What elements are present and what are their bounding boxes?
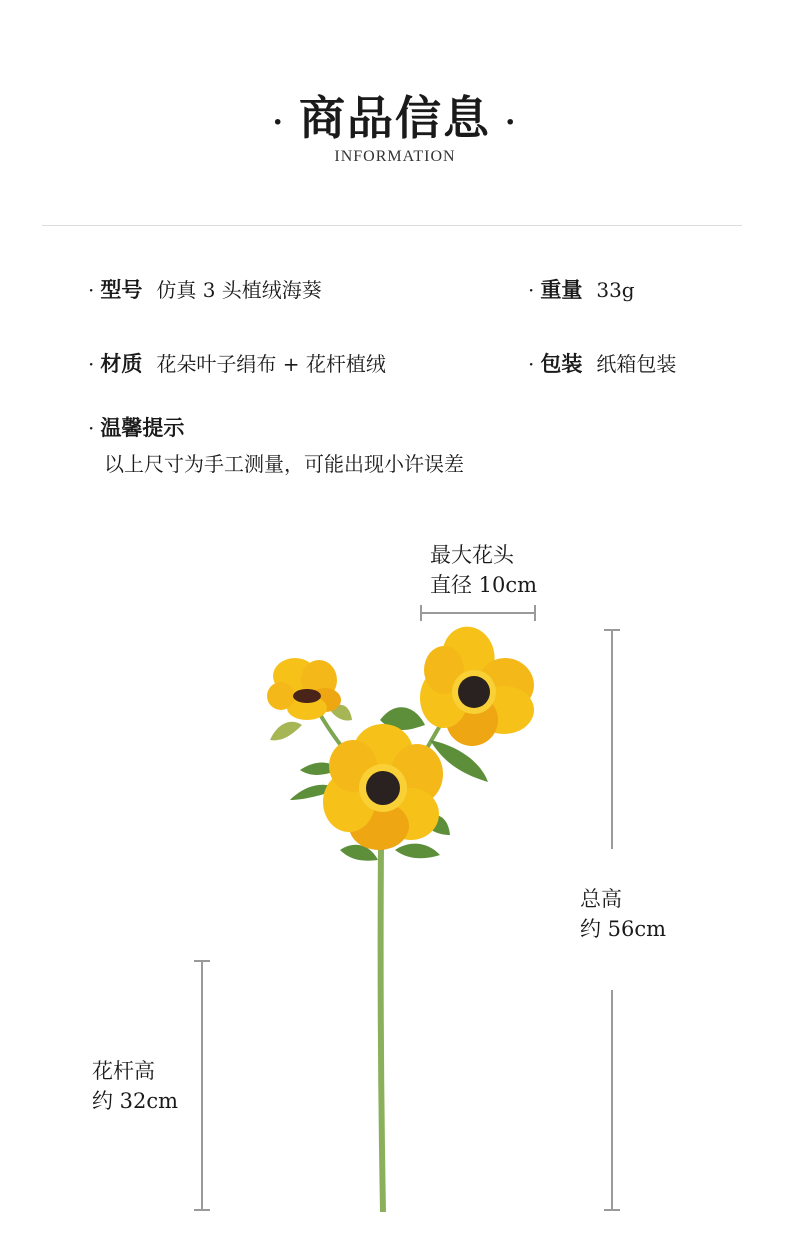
spec-bullet: · xyxy=(528,278,535,302)
spec-bullet: · xyxy=(88,278,95,302)
total-height-line2: 约 56cm xyxy=(580,917,667,941)
page-subtitle: INFORMATION xyxy=(334,148,456,165)
spec-package-value: 纸箱包装 xyxy=(596,352,677,376)
flower-center xyxy=(458,676,490,708)
flower-center xyxy=(293,689,321,703)
leaf xyxy=(270,722,302,741)
spec-bullet: · xyxy=(88,352,95,376)
title-bullet-right: · xyxy=(505,104,518,140)
spec-model-key: 型号 xyxy=(100,277,143,302)
spec-notice-value: 以上尺寸为手工测量，可能出现小许误差 xyxy=(104,452,464,476)
main-stem xyxy=(381,845,383,1212)
head-diameter-line2: 直径 10cm xyxy=(430,573,538,597)
flower-center xyxy=(366,771,400,805)
title-bullet-left: · xyxy=(272,104,285,140)
spec-material-value: 花朵叶子绢布 + 花杆植绒 xyxy=(156,352,386,376)
spec-weight-value: 33g xyxy=(596,278,635,302)
head-diameter-line1: 最大花头 xyxy=(430,543,514,567)
stem-height-line2: 约 32cm xyxy=(92,1089,179,1113)
spec-model-value: 仿真 3 头植绒海葵 xyxy=(156,278,322,302)
spec-notice-key: 温馨提示 xyxy=(100,415,185,440)
leaf xyxy=(395,844,440,859)
spec-material-key: 材质 xyxy=(100,351,143,376)
stem-height-line1: 花杆高 xyxy=(92,1059,155,1083)
title-text: 商品信息 xyxy=(299,91,491,145)
total-height-line1: 总高 xyxy=(580,887,622,911)
spec-bullet: · xyxy=(528,352,535,376)
spec-bullet: · xyxy=(88,416,95,440)
spec-package-key: 包装 xyxy=(540,351,583,376)
spec-weight-key: 重量 xyxy=(540,277,583,302)
flower-head-left xyxy=(267,658,341,720)
